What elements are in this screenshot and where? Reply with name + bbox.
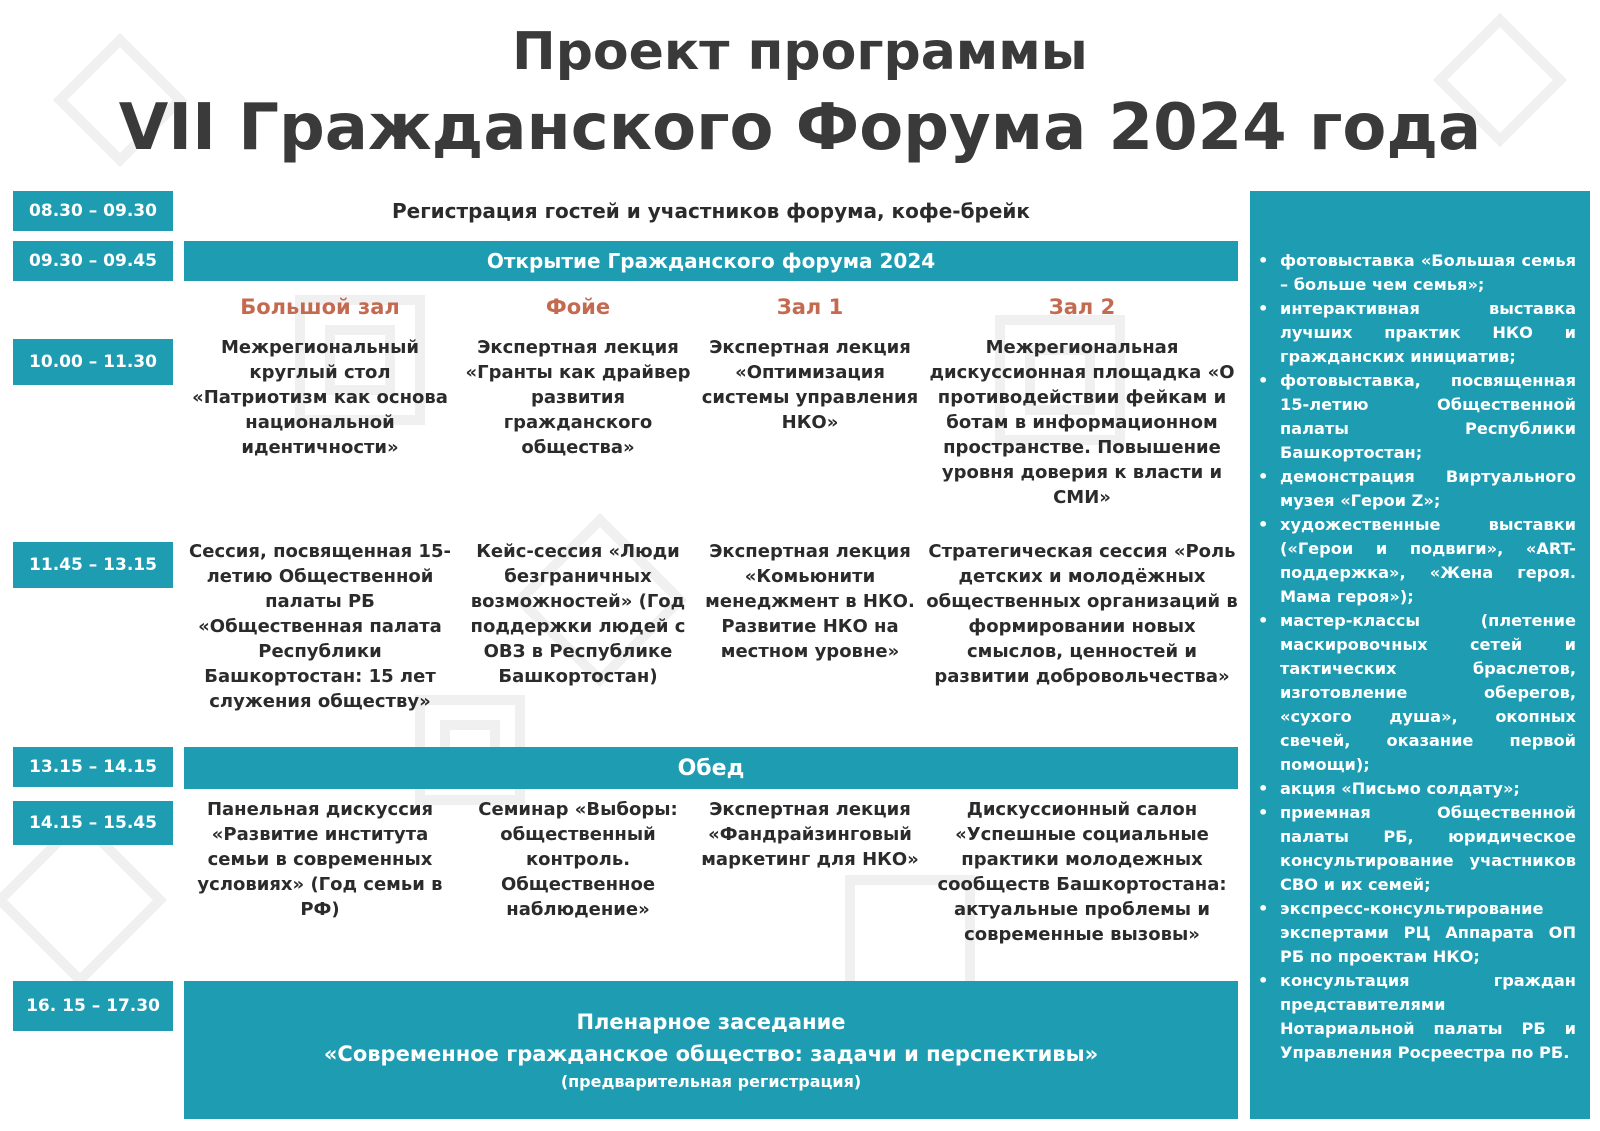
session-cell: Экспертная лекция «Комьюнити менеджмент в НКО. Развитие НКО на местном уровне» [705,541,915,662]
session-cell: Кейс-сессия «Люди безграничных возможностей» (Год поддержки людей с ОВЗ в Республике Башкортостан) [470,541,686,687]
plenary-title: Пленарное заседание [576,1010,846,1034]
opening-bar: Открытие Гражданского форума 2024 [184,241,1238,281]
session-cell: Сессия, посвященная 15-летию Общественной палаты РБ «Общественная палата Республики Башкортостан: 15 лет служения обществу» [189,541,451,712]
plenary-note: (предварительная регистрация) [560,1072,862,1091]
activity-item: • экспресс-консультирование экспертами РЦ Аппарата ОП РБ по проектам НКО; [1280,897,1576,969]
activity-item: • фотовыставка «Большая семья – больше чем семья»; [1280,249,1576,297]
plenary-block [184,981,1238,1119]
activity-item: • консультация граждан представителями Нотариальной палаты РБ и Управления Росреестра по РБ. [1280,969,1576,1065]
activity-item: • художественные выставки («Герои и подвиги», «ART-поддержка», «Жена героя. Мама героя»); [1280,513,1576,609]
hall-header: Зал 2 [1048,295,1116,319]
plenary-subtitle: «Современное гражданское общество: задачи и перспективы» [323,1042,1099,1066]
session-cell: Межрегиональный круглый стол «Патриотизм как основа национальной идентичности» [192,337,448,458]
time-badge: 14.15 – 15.45 [13,801,173,845]
registration-text: Регистрация гостей и участников форума, кофе-брейк [391,199,1031,223]
lunch-bar: Обед [184,747,1238,789]
page-title-line2: VII Гражданского Форума 2024 года [118,91,1482,165]
time-badge: 11.45 – 13.15 [13,542,173,588]
activity-item: • акция «Письмо солдату»; [1280,777,1576,801]
time-badge: 10.00 – 11.30 [13,339,173,385]
activity-item: • приемная Общественной палаты РБ, юридическое консультирование участников СВО и их семей; [1280,801,1576,897]
activity-item: • интерактивная выставка лучших практик НКО и гражданских инициатив; [1280,297,1576,369]
activity-item: • мастер-классы (плетение маскировочных сетей и тактических браслетов, изготовление оберегов, «сухого душа», окопных свечей, оказание первой помощи); [1280,609,1576,777]
activities-list [1280,249,1576,1065]
session-cell: Дискуссионный салон «Успешные социальные практики молодежных сообществ Башкортостана: актуальные проблемы и современные вызовы» [937,799,1227,945]
activity-item: • демонстрация Виртуального музея «Герои Z»; [1280,465,1576,513]
session-cell: Семинар «Выборы: общественный контроль. Общественное наблюдение» [478,799,678,920]
time-badge: 16. 15 – 17.30 [13,981,173,1031]
session-cell: Экспертная лекция «Гранты как драйвер развития гражданского общества» [465,337,691,458]
page-title-line1: Проект программы [512,22,1088,82]
session-cell: Межрегиональная дискуссионная площадка «О противодействии фейкам и ботам в информационном пространстве. Повышение уровня доверия к власти и СМИ» [929,337,1235,508]
session-cell: Стратегическая сессия «Роль детских и молодёжных общественных организаций в формировании новых смыслов, ценностей и развитии добровольчества» [926,541,1238,687]
hall-header: Фойе [545,295,611,319]
session-cell: Экспертная лекция «Оптимизация системы управления НКО» [701,337,919,433]
time-badge: 08.30 – 09.30 [13,191,173,231]
hall-header: Большой зал [240,295,400,319]
session-cell: Панельная дискуссия «Развитие института семьи в современных условиях» (Год семьи в РФ) [197,799,443,920]
hall-header: Зал 1 [776,295,844,319]
time-badge: 09.30 – 09.45 [13,241,173,281]
activity-item: • фотовыставка, посвященная 15-летию Общественной палаты Республики Башкортостан; [1280,369,1576,465]
time-badge: 13.15 – 14.15 [13,747,173,787]
side-activities-panel [1250,191,1590,1119]
session-cell: Экспертная лекция «Фандрайзинговый маркетинг для НКО» [701,799,919,870]
